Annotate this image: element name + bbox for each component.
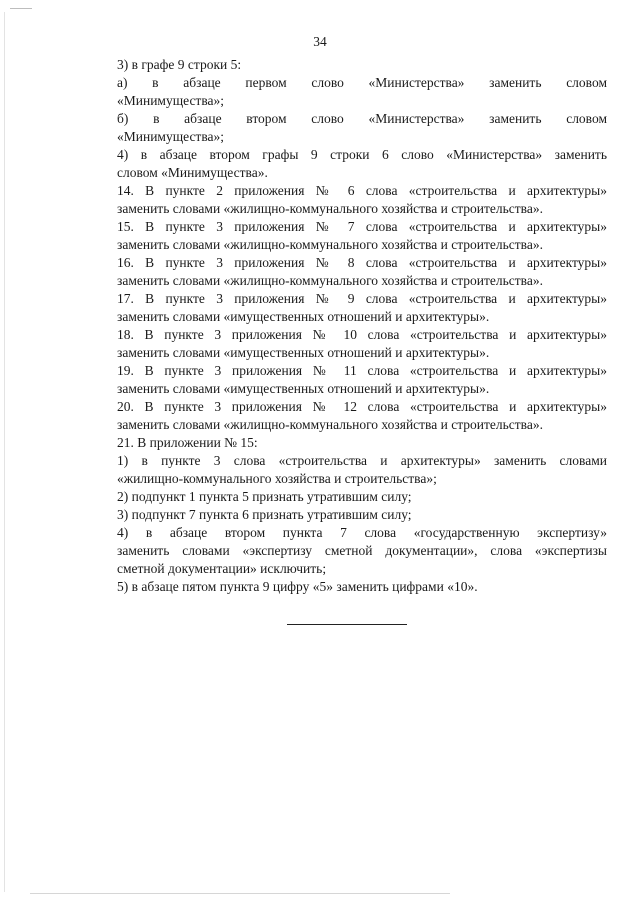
scan-artifact [30,893,450,894]
text-line: заменить словами «жилищно-коммунального хозяйства и строительства». [117,237,543,252]
paragraph [90,488,607,506]
text-line: «жилищно-коммунального хозяйства и строительства»; [117,471,437,486]
paragraph [90,110,607,146]
text-line: 4) в абзаце втором пункта 7 слова «государственную экспертизу» [117,525,607,540]
text-line: заменить словами «жилищно-коммунального хозяйства и строительства». [117,201,543,216]
text-line: заменить словами «имущественных отношений и архитектуры». [117,345,490,360]
end-separator-line [287,624,407,625]
text-line: а) в абзаце первом слово «Министерства» заменить словом [117,75,607,90]
text-line: сметной документации» исключить; [117,561,327,576]
paragraph [90,578,607,596]
paragraph [90,254,607,290]
text-line: 3) подпункт 7 пункта 6 признать утратившим силу; [117,507,412,522]
paragraph [90,74,607,110]
text-line: б) в абзаце втором слово «Министерства» заменить словом [117,111,607,126]
text-line: 20. В пункте 3 приложения № 12 слова «строительства и архитектуры» [117,399,607,414]
text-line: 4) в абзаце втором графы 9 строки 6 слово «Министерства» заменить [117,147,607,162]
paragraph [90,182,607,218]
text-line: 16. В пункте 3 приложения № 8 слова «строительства и архитектуры» [117,255,607,270]
paragraph [90,218,607,254]
text-line: 21. В приложении № 15: [117,435,258,450]
text-line: 19. В пункте 3 приложения № 11 слова «строительства и архитектуры» [117,363,607,378]
text-line: 17. В пункте 3 приложения № 9 слова «строительства и архитектуры» [117,291,607,306]
text-line: заменить словами «жилищно-коммунального хозяйства и строительства». [117,273,543,288]
page-number: 34 [313,34,327,49]
text-line: заменить словами «жилищно-коммунального хозяйства и строительства». [117,417,543,432]
text-line: 3) в графе 9 строки 5: [117,57,242,72]
scan-artifact [10,8,32,9]
text-line: заменить словами «имущественных отношений и архитектуры». [117,309,490,324]
text-line: 15. В пункте 3 приложения № 7 слова «строительства и архитектуры» [117,219,607,234]
text-line: 1) в пункте 3 слова «строительства и архитектуры» заменить словами [117,453,607,468]
paragraph [90,452,607,488]
paragraph [90,362,607,398]
paragraph [90,146,607,182]
text-line: 5) в абзаце пятом пункта 9 цифру «5» заменить цифрами «10». [117,579,478,594]
paragraph [90,326,607,362]
text-line: 2) подпункт 1 пункта 5 признать утратившим силу; [117,489,412,504]
paragraph [90,290,607,326]
paragraph [90,56,607,74]
text-line: заменить словами «имущественных отношений и архитектуры». [117,381,490,396]
paragraph [90,434,607,452]
document-body [90,56,607,596]
text-line: 14. В пункте 2 приложения № 6 слова «строительства и архитектуры» [117,183,607,198]
paragraph [90,524,607,578]
paragraph [90,506,607,524]
text-line: заменить словами «экспертизу сметной документации», слова «экспертизы [117,543,607,558]
text-line: 18. В пункте 3 приложения № 10 слова «строительства и архитектуры» [117,327,607,342]
text-line: «Минимущества»; [117,129,225,144]
paragraph [90,398,607,434]
scan-edge-line [4,12,5,892]
text-line: словом «Минимущества». [117,165,268,180]
text-line: «Минимущества»; [117,93,225,108]
